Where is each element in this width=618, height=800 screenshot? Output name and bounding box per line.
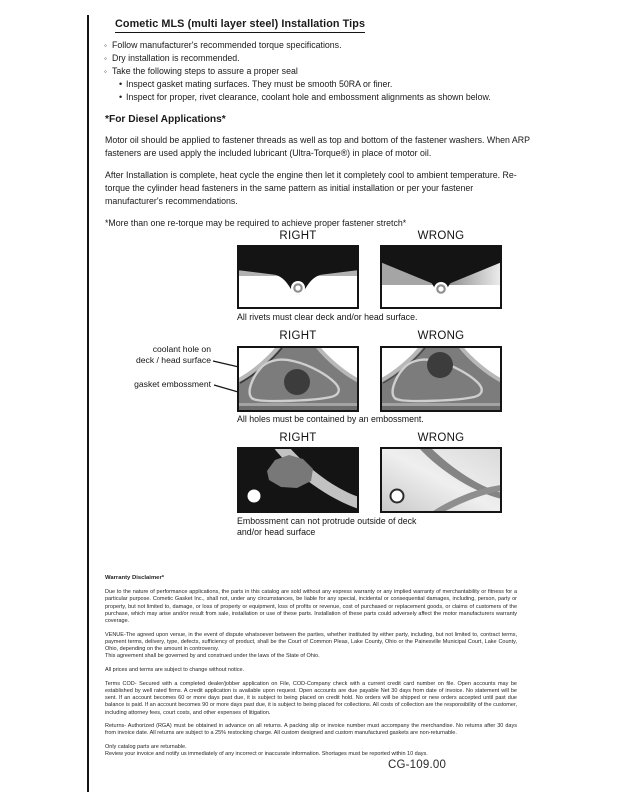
row2-caption: All holes must be contained by an embossment. bbox=[237, 414, 424, 424]
diesel-applications-heading: *For Diesel Applications* bbox=[105, 114, 226, 125]
protrusion-right-illustration bbox=[237, 447, 359, 513]
rivet-right-illustration bbox=[237, 245, 359, 309]
caption-line: and/or head surface bbox=[237, 527, 316, 537]
diesel-paragraph-2: After Installation is complete, heat cycle the engine then let it completely cool to ambient temperature. Re-torque the cylinder head fasteners in the same pattern as initial installation or per your fastener manufacturer's recommendations. bbox=[105, 170, 517, 206]
list-item bbox=[119, 91, 529, 104]
list-item bbox=[104, 52, 529, 65]
list-item bbox=[104, 39, 529, 52]
protrusion-right-diagram bbox=[237, 447, 359, 513]
legal-heading: Warranty Disclaimer* bbox=[105, 575, 165, 581]
installation-tips-list bbox=[104, 39, 529, 104]
bullet-text: Take the following steps to assure a proper seal bbox=[112, 66, 298, 76]
rivet-wrong-diagram bbox=[380, 245, 502, 309]
bullet-marker-icon: ◦ bbox=[104, 54, 107, 63]
row3-wrong-label: WRONG bbox=[417, 432, 465, 444]
bullet-marker-icon: ◦ bbox=[104, 41, 107, 50]
gasket-embossment-annotation: gasket embossment bbox=[134, 379, 211, 389]
protrusion-wrong-illustration bbox=[380, 447, 502, 513]
rivet-right-diagram bbox=[237, 245, 359, 309]
row2-wrong-label: WRONG bbox=[417, 330, 465, 342]
legal-paragraph: Due to the nature of performance applications, the parts in this catalog are sold without any express warranty or any implied warranty of merchantability or fitness for a particular purpose. Cometic Gasket Inc., shall not, under any circumstances, be liable for any special, incidental or consequential damages, including, person, party or property, but not limited to, damage, or loss of property or equipment, loss of profits or revenue, cost of purchased or replacement goods, or claims of customers of the purchase, which may arise and/or result from sale, installation or use of these parts. Installation of these parts could adversely affect the motor manufacturers warranty coverage. bbox=[105, 589, 517, 625]
bullet-text: Follow manufacturer's recommended torque specifications. bbox=[112, 40, 342, 50]
diesel-paragraph-1: Motor oil should be applied to fastener threads as well as top and bottom of the fastener washers. When ARP fasteners are used apply the included lubricant (Ultra-Torque®) in place of motor oil. bbox=[105, 135, 530, 158]
protrusion-wrong-diagram bbox=[380, 447, 502, 513]
caption-line: Embossment can not protrude outside of deck bbox=[237, 516, 417, 526]
legal-paragraph: Only catalog parts are returnable. bbox=[105, 744, 187, 751]
list-item bbox=[119, 78, 529, 91]
page-title: Cometic MLS (multi layer steel) Installation Tips bbox=[115, 18, 365, 33]
row1-right-label: RIGHT bbox=[279, 230, 317, 242]
row1-wrong-label: WRONG bbox=[417, 230, 465, 242]
row2-right-label: RIGHT bbox=[279, 330, 317, 342]
row1-caption: All rivets must clear deck and/or head surface. bbox=[237, 312, 418, 322]
bullet-text: Inspect for proper, rivet clearance, coolant hole and embossment alignments as shown below. bbox=[126, 92, 491, 102]
legal-section bbox=[105, 575, 517, 765]
retorque-note: *More than one re-torque may be required to achieve proper fastener stretch* bbox=[105, 218, 407, 228]
legal-paragraph: All prices and terms are subject to change without notice. bbox=[105, 667, 245, 674]
bullet-text: Dry installation is recommended. bbox=[112, 53, 240, 63]
legal-paragraph: This agreement shall be governed by and construed under the laws of the State of Ohio. bbox=[105, 653, 320, 660]
embossment-right-illustration bbox=[237, 346, 359, 412]
embossment-right-diagram bbox=[237, 346, 359, 412]
sub-bullet-marker-icon: • bbox=[119, 92, 123, 102]
row3-right-label: RIGHT bbox=[279, 432, 317, 444]
annotation-line: coolant hole on bbox=[152, 344, 211, 354]
embossment-wrong-diagram bbox=[380, 346, 502, 412]
annotation-line: deck / head surface bbox=[135, 355, 211, 365]
legal-paragraph: Returns- Authorized (RGA) must be obtained in advance on all returns. A packing slip or invoice number must accompany the merchandise. No returns after 30 days from invoice date. All returns are subject to a 25% restocking charge. All custom designed and custom manufactured gaskets are non-returnable. bbox=[105, 723, 517, 737]
legal-paragraph: Terms COD- Secured with a completed dealer/jobber application on File, COD-Company check with a current credit card number on file. Open accounts may be established by well rated firms. A credit application is available upon request. Open accounts are due payable Net 30 days from date of invoice. No statement will be sent. If an account becomes 60 or more days past due, it is subject to being placed on credit hold. No orders will be shipped or new orders accepted until past due balance is paid. If an account becomes 90 or more days past due, it is subject to being placed for collections. All costs of collection are the responsibility of the customer, including attorney fees, court costs, and other expenses of litigation. bbox=[105, 680, 517, 716]
bullet-marker-icon: ◦ bbox=[104, 67, 107, 76]
bullet-text: Inspect gasket mating surfaces. They must be smooth 50RA or finer. bbox=[126, 79, 393, 89]
left-margin-rule bbox=[87, 15, 89, 792]
legal-paragraph: VENUE-The agreed upon venue, in the event of dispute whatsoever between the parties, whether instituted by either party, including, but not limited to, contract terms, payment terms, delivery, type, defects, sufficiency of product, shall be the Court of Common Pleas, Lake County, Ohio or the Painesville Municipal Court, Lake County, Ohio, depending on the amount in controversy. bbox=[105, 631, 517, 653]
coolant-hole-annotation bbox=[95, 344, 211, 366]
legal-paragraph: Review your invoice and notify us immediately of any incorrect or inaccurate information. Shortages must be reported within 10 days. bbox=[105, 751, 428, 758]
rivet-wrong-illustration bbox=[380, 245, 502, 309]
row3-caption bbox=[237, 516, 527, 538]
embossment-wrong-illustration bbox=[380, 346, 502, 412]
sub-bullet-marker-icon: • bbox=[119, 79, 123, 89]
doc-code: CG-109.00 bbox=[388, 759, 447, 771]
list-item bbox=[104, 65, 529, 78]
